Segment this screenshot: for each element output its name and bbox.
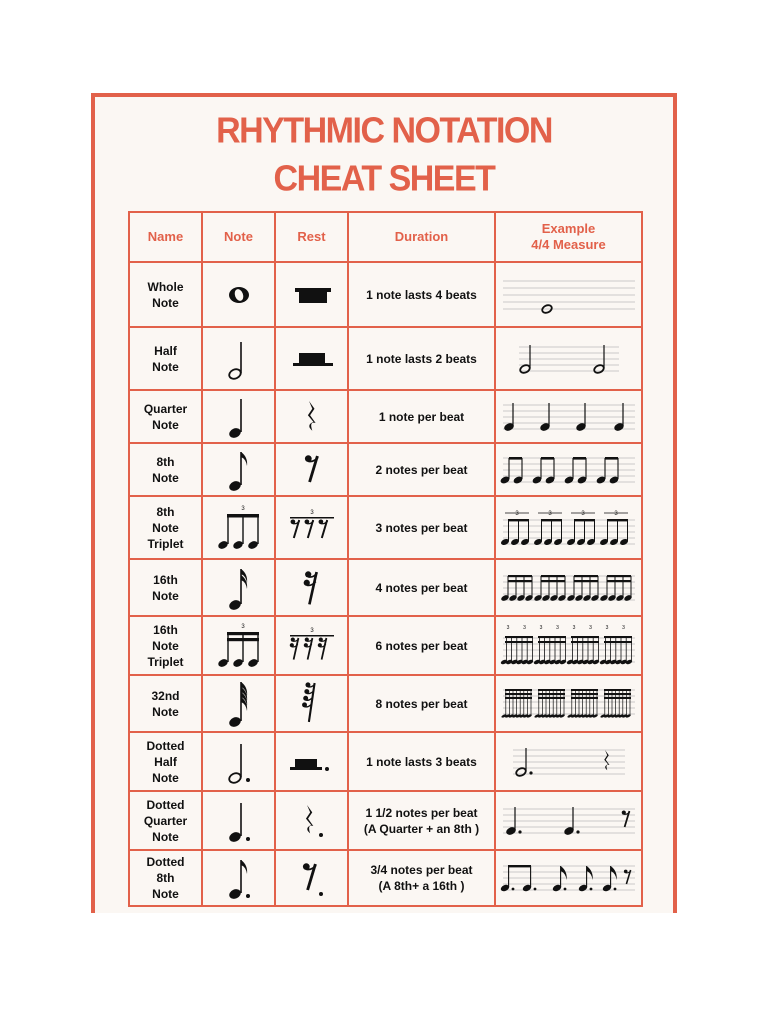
table-row	[129, 616, 642, 675]
row-name-line: Dotted	[146, 738, 185, 753]
notation-table	[128, 211, 643, 907]
rest-symbol-icon	[275, 850, 348, 906]
table-row	[129, 327, 642, 390]
note-symbol-icon	[202, 675, 275, 732]
row-name	[129, 496, 202, 559]
row-name-line: Note	[152, 588, 179, 603]
row-name	[129, 443, 202, 496]
row-duration	[348, 443, 495, 496]
header-example-line-1: Example	[541, 221, 596, 236]
row-duration	[348, 616, 495, 675]
row-duration-line: 1 note lasts 2 beats	[366, 351, 477, 366]
row-name-line: 8th	[156, 454, 175, 469]
header-example	[495, 212, 642, 262]
note-symbol-icon	[202, 850, 275, 906]
table-row	[129, 791, 642, 850]
example-measure-icon	[495, 791, 642, 850]
rest-symbol-icon	[275, 262, 348, 327]
row-name-line: Triplet	[147, 536, 184, 551]
rest-symbol-icon	[275, 732, 348, 791]
svg-text:3: 3	[580, 510, 585, 517]
header-note: Note	[202, 212, 275, 262]
rest-symbol-icon	[275, 675, 348, 732]
table-row	[129, 850, 642, 906]
table-row	[129, 559, 642, 616]
row-name-line: 8th	[156, 871, 175, 885]
rest-symbol-icon	[275, 616, 348, 675]
row-duration-line: (A Quarter + an 8th )	[363, 821, 480, 836]
rest-symbol-icon	[275, 559, 348, 616]
example-measure-icon	[495, 390, 642, 443]
svg-text:3: 3	[240, 505, 245, 512]
row-name-line: Whole	[147, 279, 184, 294]
table-row	[129, 496, 642, 559]
rest-symbol-icon	[275, 496, 348, 559]
row-duration-line: (A 8th+ a 16th )	[378, 879, 465, 893]
rest-symbol-icon	[275, 791, 348, 850]
row-name-line: 16th	[153, 572, 178, 587]
row-name-line: Quarter	[143, 401, 188, 416]
row-duration-line: 2 notes per beat	[375, 462, 468, 477]
row-duration	[348, 262, 495, 327]
row-duration	[348, 496, 495, 559]
example-measure-icon	[495, 850, 642, 906]
row-duration-line: 1 note per beat	[378, 409, 465, 424]
row-name-line: Quarter	[143, 813, 188, 828]
row-name-line: Note	[152, 887, 179, 901]
row-name	[129, 262, 202, 327]
row-duration	[348, 559, 495, 616]
note-symbol-icon	[202, 262, 275, 327]
row-name-line: Note	[152, 638, 179, 653]
note-symbol-icon	[202, 327, 275, 390]
row-name-line: Half	[154, 754, 177, 769]
row-name-line: Note	[152, 704, 179, 719]
row-name	[129, 559, 202, 616]
row-name	[129, 732, 202, 791]
svg-text:3: 3	[605, 624, 608, 631]
row-name	[129, 327, 202, 390]
header-name: Name	[129, 212, 202, 262]
row-name-line: 32nd	[151, 688, 180, 703]
note-symbol-icon	[202, 732, 275, 791]
row-name	[129, 390, 202, 443]
row-name	[129, 616, 202, 675]
row-name-line: Note	[152, 520, 179, 535]
example-measure-icon	[495, 496, 642, 559]
svg-text:3: 3	[539, 624, 542, 631]
row-name	[129, 791, 202, 850]
header-example-line-2: 4/4 Measure	[531, 237, 606, 252]
example-measure-icon	[495, 732, 642, 791]
row-name-line: Note	[152, 470, 179, 485]
rest-symbol-icon	[275, 327, 348, 390]
svg-text:3: 3	[309, 509, 314, 516]
table-row	[129, 390, 642, 443]
svg-text:3: 3	[613, 510, 618, 517]
header-duration: Duration	[348, 212, 495, 262]
row-name-line: Note	[152, 359, 179, 374]
row-duration-line: 1 note lasts 4 beats	[366, 287, 477, 302]
svg-text:3: 3	[555, 624, 559, 631]
note-symbol-icon	[202, 390, 275, 443]
row-name-line: Half	[154, 343, 177, 358]
row-name	[129, 675, 202, 732]
row-duration	[348, 732, 495, 791]
row-name-line: Note	[152, 417, 179, 432]
example-measure-icon	[495, 262, 642, 327]
table-row	[129, 443, 642, 496]
row-name-line: 16th	[153, 622, 178, 637]
row-duration	[348, 327, 495, 390]
rest-symbol-icon	[275, 443, 348, 496]
example-measure-icon	[495, 675, 642, 732]
row-duration	[348, 390, 495, 443]
row-name-line: 8th	[156, 504, 175, 519]
title-line-2: CHEAT SHEET	[273, 159, 495, 199]
example-measure-icon	[495, 616, 642, 675]
row-duration	[348, 675, 495, 732]
note-symbol-icon	[202, 559, 275, 616]
row-name-line: Note	[152, 295, 179, 310]
example-measure-icon	[495, 327, 642, 390]
svg-text:3: 3	[240, 623, 245, 630]
svg-text:3: 3	[506, 624, 509, 631]
title-line-1: RHYTHMIC NOTATION	[216, 111, 552, 151]
row-duration	[348, 850, 495, 906]
svg-text:3: 3	[572, 624, 575, 631]
svg-text:3: 3	[588, 624, 592, 631]
row-duration-line: 3 notes per beat	[375, 520, 468, 535]
row-duration-line: 6 notes per beat	[375, 638, 468, 653]
row-name-line: Note	[152, 829, 179, 844]
table-row	[129, 262, 642, 327]
row-name	[129, 850, 202, 906]
rest-symbol-icon	[275, 390, 348, 443]
table-row	[129, 675, 642, 732]
table-row	[129, 732, 642, 791]
svg-text:3: 3	[547, 510, 552, 517]
svg-text:3: 3	[514, 510, 519, 517]
note-symbol-icon	[202, 616, 275, 675]
header-rest: Rest	[275, 212, 348, 262]
row-duration-line: 8 notes per beat	[375, 696, 468, 711]
example-measure-icon	[495, 443, 642, 496]
row-name-line: Triplet	[147, 654, 184, 669]
row-duration	[348, 791, 495, 850]
note-symbol-icon	[202, 496, 275, 559]
note-symbol-icon	[202, 443, 275, 496]
row-duration-line: 3/4 notes per beat	[370, 863, 473, 877]
row-name-line: Dotted	[146, 855, 185, 869]
cheat-sheet	[91, 93, 677, 913]
row-name-line: Note	[152, 770, 179, 785]
row-duration-line: 1 1/2 notes per beat	[365, 805, 478, 820]
row-name-line: Dotted	[146, 797, 185, 812]
row-duration-line: 1 note lasts 3 beats	[366, 754, 477, 769]
header-row	[129, 212, 642, 262]
example-measure-icon	[495, 559, 642, 616]
note-symbol-icon	[202, 791, 275, 850]
svg-text:3: 3	[309, 627, 314, 634]
svg-text:3: 3	[522, 624, 526, 631]
svg-text:3: 3	[621, 624, 625, 631]
row-duration-line: 4 notes per beat	[375, 580, 468, 595]
